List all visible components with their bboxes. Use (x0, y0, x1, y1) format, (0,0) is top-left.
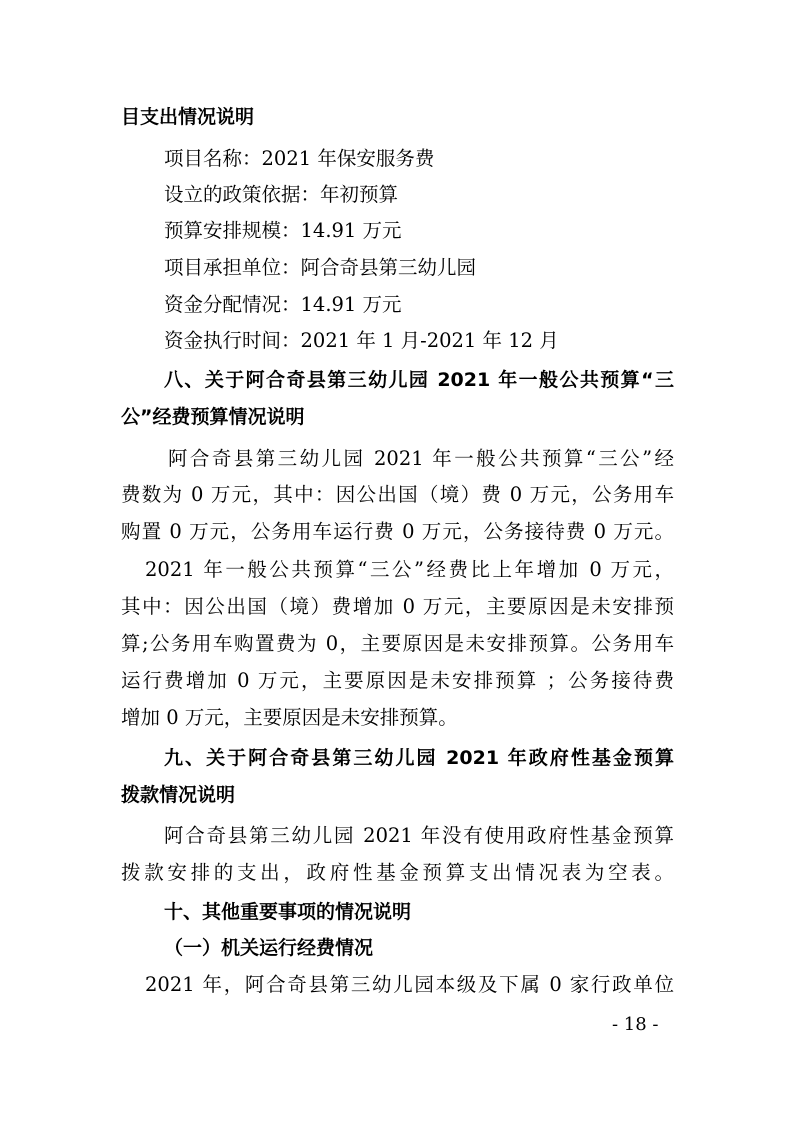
section8-para2-line: 运行费增加 0 万元，主要原因是未安排预算 ；公务接待费 (121, 669, 674, 692)
section8-title: 八、关于阿合奇县第三幼儿园 2021 年一般公共预算“三 (164, 369, 674, 391)
section10-subheading: （一）机关运行经费情况 (164, 937, 374, 959)
section10-title: 十、其他重要事项的情况说明 (164, 901, 412, 923)
section9-para-line: 阿合奇县第三幼儿园 2021 年没有使用政府性基金预算 (164, 824, 674, 847)
project-execution-period: 资金执行时间：2021 年 1 月-2021 年 12 月 (164, 329, 559, 352)
section8-para2-line: 增加 0 万元，主要原因是未安排预算。 (121, 706, 458, 729)
section9-para-line: 拨款安排的支出，政府性基金预算支出情况表为空表。 (121, 861, 674, 884)
section8-para2-line: 算;公务用车购置费为 0，主要原因是未安排预算。公务用车 (121, 632, 674, 655)
section10-para-line: 2021 年，阿合奇县第三幼儿园本级及下属 0 家行政单位 (145, 973, 674, 996)
section9-title: 九、关于阿合奇县第三幼儿园 2021 年政府性基金预算 (164, 747, 674, 769)
project-budget-scale: 预算安排规模：14.91 万元 (164, 219, 402, 242)
page-number: - 18 - (612, 1014, 659, 1035)
section8-para1-line: 费数为 0 万元，其中：因公出国（境）费 0 万元，公务用车 (121, 483, 674, 506)
section8-para1-line: 购置 0 万元，公务用车运行费 0 万元，公务接待费 0 万元。 (121, 520, 674, 543)
project-fund-allocation: 资金分配情况：14.91 万元 (164, 293, 402, 316)
section9-title-cont: 拨款情况说明 (121, 784, 236, 806)
project-responsible-unit: 项目承担单位：阿合奇县第三幼儿园 (164, 256, 477, 279)
section8-title-cont: 公”经费预算情况说明 (121, 406, 305, 428)
section-heading-continuation: 目支出情况说明 (121, 106, 255, 128)
section8-para2-line: 2021 年一般公共预算“三公”经费比上年增加 0 万元， (145, 558, 674, 581)
section8-para1-line: 阿合奇县第三幼儿园 2021 年一般公共预算“三公”经 (168, 447, 674, 470)
project-name: 项目名称：2021 年保安服务费 (164, 147, 435, 170)
project-policy-basis: 设立的政策依据：年初预算 (164, 183, 399, 206)
section8-para2-line: 其中：因公出国（境）费增加 0 万元，主要原因是未安排预 (121, 595, 674, 618)
